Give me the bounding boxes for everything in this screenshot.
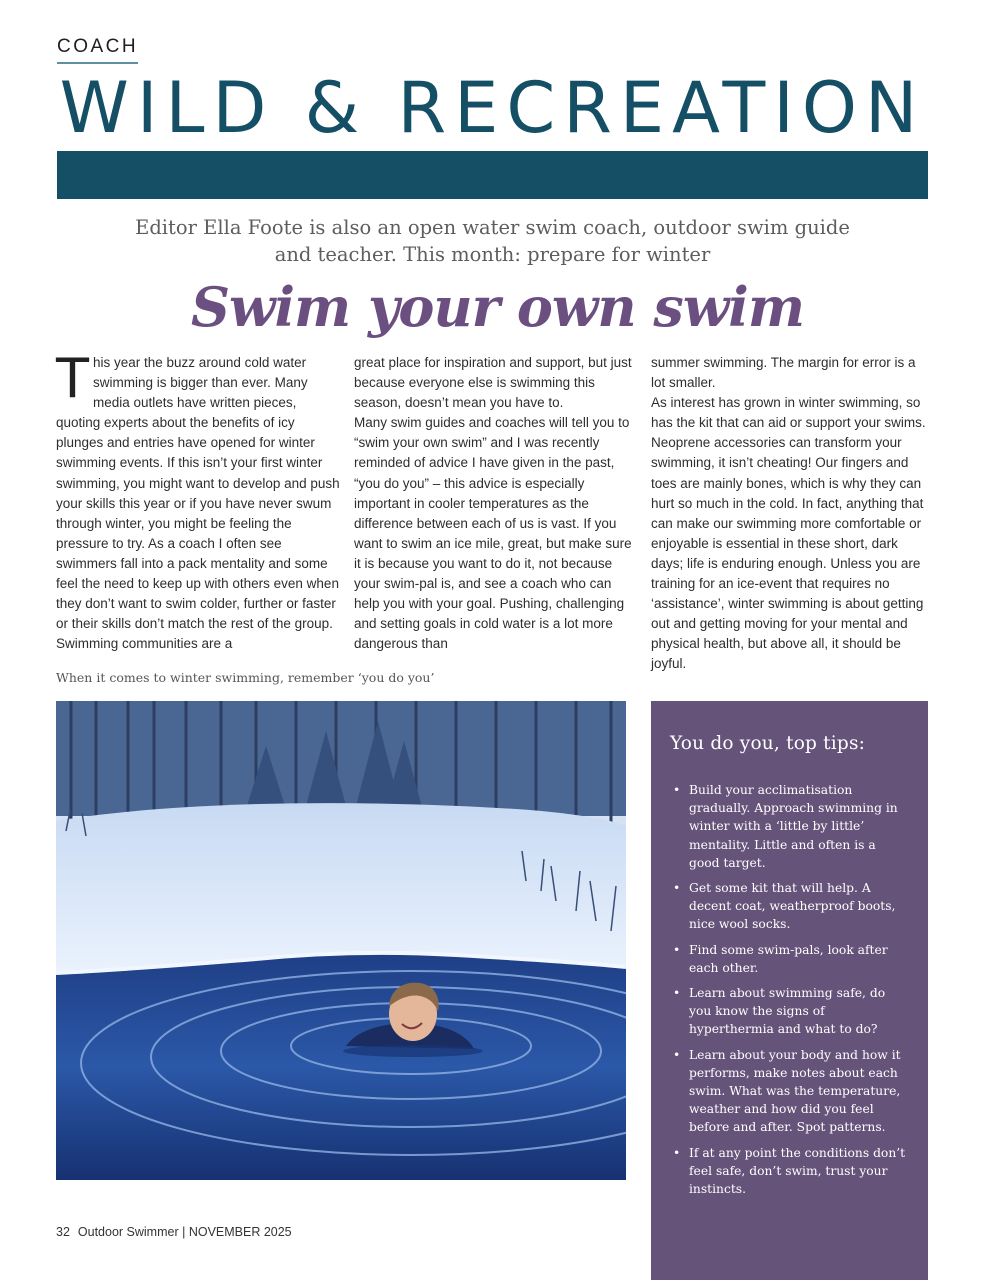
tips-title: You do you, top tips: bbox=[670, 733, 866, 754]
tips-list bbox=[671, 781, 907, 1205]
column-1-text: his year the buzz around cold water swimming is bigger than ever. Many media outlets have written pieces, quoting experts about the benefits of icy plunges and entries have opened for winter swimming events. If this isn’t your first winter swimming, you might want to develop and push your skills this year or if you have never swum through winter, you might be feeling the pressure to try. As a coach I often see swimmers fall into a pack mentality and some feel the need to keep up with others even when they don’t want to swim colder, further or faster or their skills don’t match the rest of the group. Swimming communities are a bbox=[56, 355, 340, 652]
section-title: WILD & RECREATION bbox=[59, 67, 926, 149]
section-kicker: COACH bbox=[57, 36, 138, 64]
tips-sidebar bbox=[651, 701, 928, 1280]
list-item: • Learn about swimming safe, do you know the signs of hyperthermia and what to do? bbox=[671, 984, 907, 1039]
list-item: • Get some kit that will help. A decent coat, weatherproof boots, nice wool socks. bbox=[671, 879, 907, 934]
winter-swim-image bbox=[56, 701, 626, 1180]
publication-line: Outdoor Swimmer | NOVEMBER 2025 bbox=[77, 1225, 292, 1239]
page-footer bbox=[56, 1225, 292, 1239]
page-number: 32 bbox=[56, 1225, 70, 1239]
drop-cap: T bbox=[56, 347, 89, 410]
list-item: • Build your acclimatisation gradually. Approach swimming in winter with a ‘little by little’ mentality. Little and often is a good target. bbox=[671, 781, 907, 872]
title-band bbox=[57, 151, 928, 199]
article-column-2: great place for inspiration and support, but just because everyone else is swimming this season, doesn’t mean you have to. Many swim guides and coaches will tell you to “swim your own swim” and I was recently reminded of advice I have given in the past, “you do you” – this advice is especially important in cooler temperatures as the difference between each of us is vast. If you want to swim an ice mile, great, but make sure it is because you want to do it, not because your swim-pal is, and see a coach who can help you with your goal. Pushing, challenging and setting goals in cold water is a lot more dangerous than bbox=[354, 355, 632, 652]
article-headline: Swim your own swim bbox=[191, 275, 804, 339]
standfirst: Editor Ella Foote is also an open water swim coach, outdoor swim guide and teacher. This month: prepare for winter bbox=[135, 216, 850, 266]
photo-caption: When it comes to winter swimming, remember ‘you do you’ bbox=[56, 670, 435, 685]
article-column-3: summer swimming. The margin for error is a lot smaller. As interest has grown in winter swimming, so has the kit that can aid or support your swims. Neoprene accessories can transform your swimming, it isn’t cheating! Our fingers and toes are mainly bones, which is why they can hurt so much in the cold. In fact, anything that can make our swimming more comfortable or enjoyable is essential in these short, dark days; life is enduring enough. Unless you are training for an ice-event that requires no ‘assistance’, winter swimming is about getting out and getting moving for your mental and physical health, but above all, it should be joyful. bbox=[651, 355, 926, 672]
list-item: • If at any point the conditions don’t feel safe, don’t swim, trust your instincts. bbox=[671, 1144, 907, 1199]
article-column-1 bbox=[56, 347, 340, 654]
list-item: • Find some swim-pals, look after each other. bbox=[671, 941, 907, 977]
list-item: • Learn about your body and how it performs, make notes about each swim. What was the temperature, weather and how did you feel before and after. Spot patterns. bbox=[671, 1046, 907, 1137]
swimmer-photo bbox=[56, 701, 626, 1180]
